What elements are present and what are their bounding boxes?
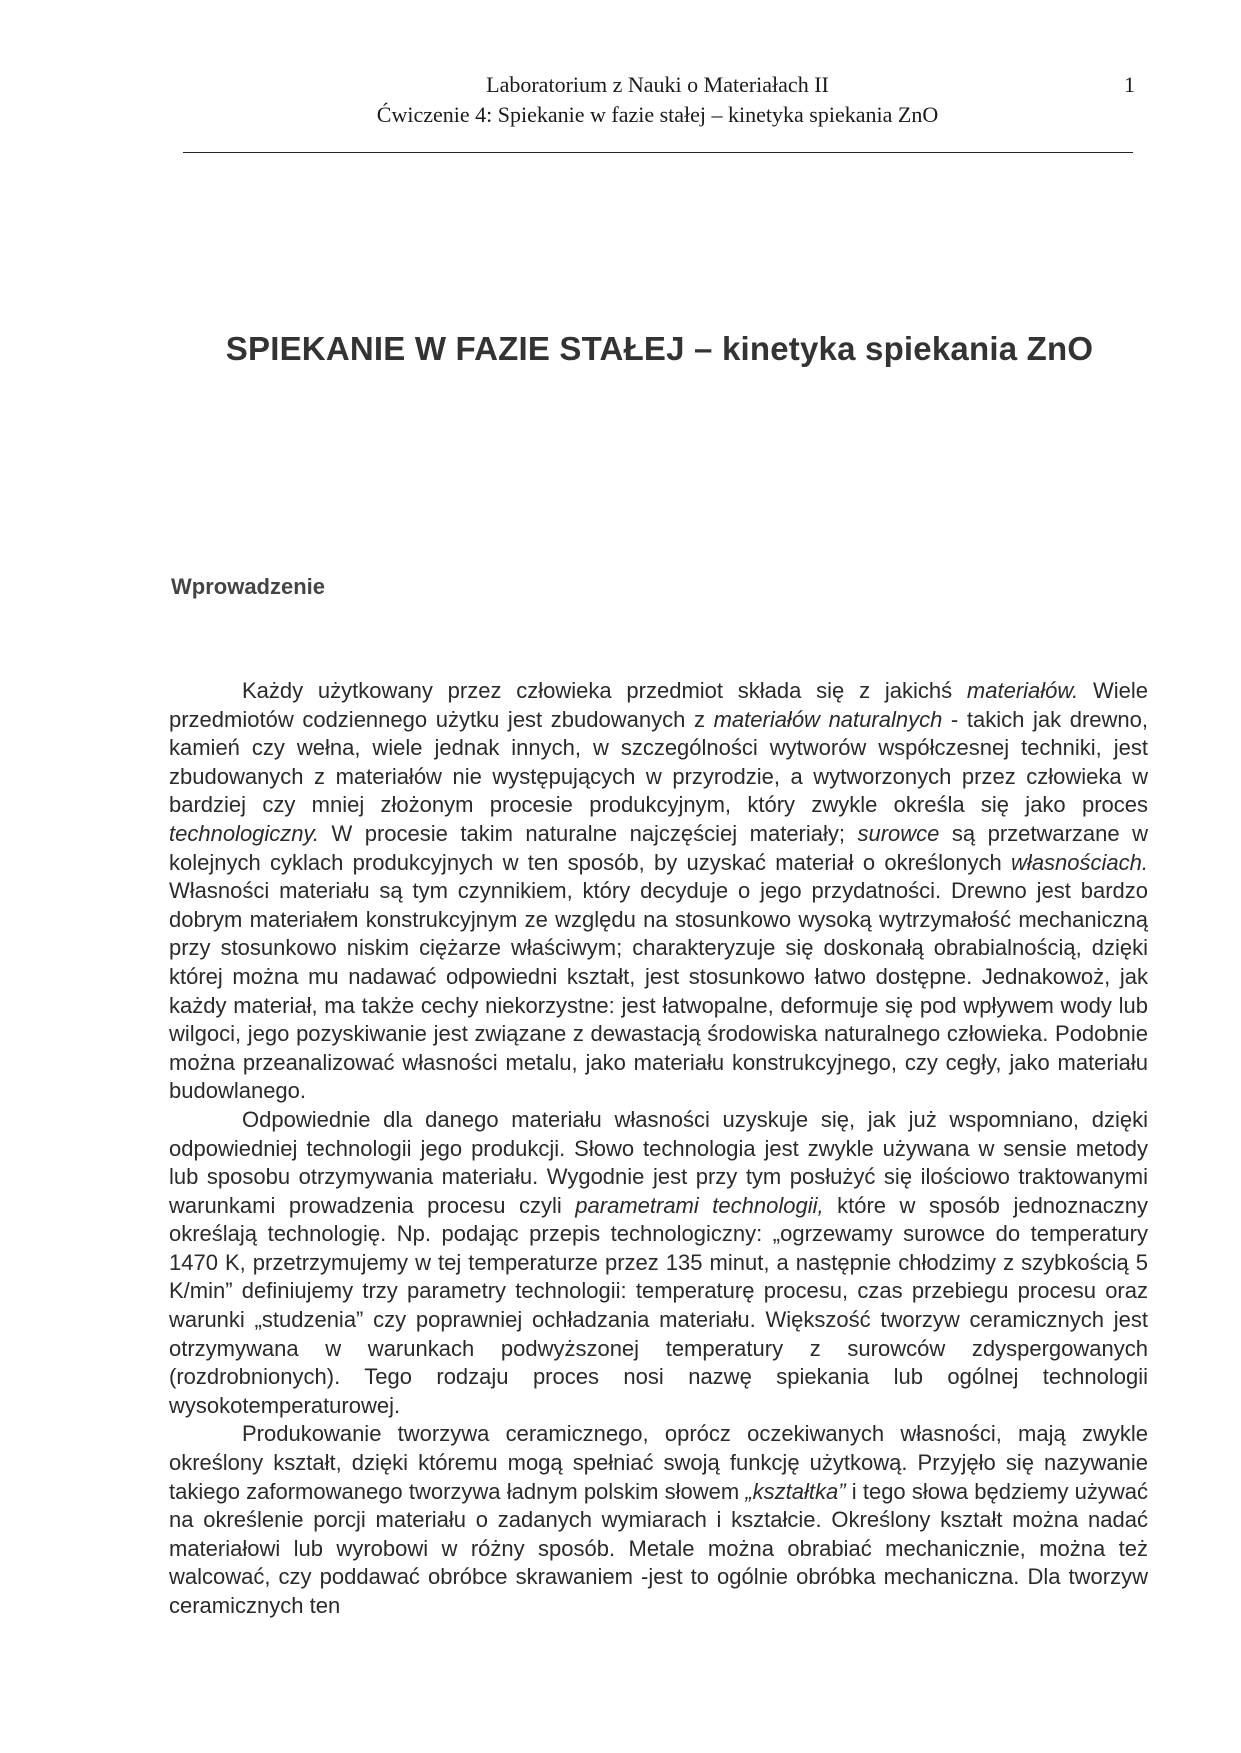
paragraph (169, 1420, 1148, 1620)
paragraph-text: Produkowanie tworzywa ceramicznego, oprócz oczekiwanych własności, mają zwykle określony kształt, dzięki któremu mogą spełniać swoją funkcję użytkową. Przyjęło się nazywanie takiego zaformowanego tworzywa ładnym polskim słowem (169, 1421, 1148, 1504)
paragraph (169, 1106, 1148, 1421)
paragraph-text: Wiele przedmiotów codziennego użytku jest zbudowanych z (169, 678, 1149, 732)
emphasized-term: własnościach. (1011, 849, 1148, 875)
header-divider (183, 152, 1133, 153)
paragraph-text: Własności materiału są tym czynnikiem, który decyduje o jego przydatności. Drewno jest bardzo dobrym materiałem konstrukcyjnym ze względu na stosunkowo wysoką wytrzymałość mechaniczną przy stosunkowo niskim ciężarze właściwym; charakteryzuje się doskonałą obrabialnością, dzięki której można mu nadawać odpowiedni kształt, jest stosunkowo łatwo dostępne. Jednakowoż, jak każdy materiał, ma także cechy niekorzystne: jest łatwopalne, deformuje się pod wpływem wody lub wilgoci, jego pozyskiwanie jest związane z dewastacją środowiska naturalnego człowieka. Podobnie można przeanalizować własności metalu, jako materiału konstrukcyjnego, czy cegły, jako materiału budowlanego. (169, 878, 1148, 1104)
emphasized-term: „kształtka” (745, 1478, 846, 1504)
page-header (185, 70, 1130, 130)
paragraph-text: Każdy użytkowany przez człowieka przedmiot składa się z jakichś (242, 678, 967, 703)
paragraph-text: są przetwarzane w kolejnych cyklach produkcyjnych w ten sposób, by uzyskać materiał o określonych (169, 820, 1148, 875)
emphasized-term: surowce (857, 820, 940, 846)
paragraph-text: które w sposób jednoznaczny określają technologię. Np. podając przepis technologiczny: „ogrzewamy surowce do temperatury 1470 K, przetrzymujemy w tej temperaturze przez 135 minut, a następnie chłodzimy z szybkością 5 K/min” definiujemy trzy parametry technologii: temperaturę procesu, czas przebiegu procesu oraz warunki „studzenia” czy poprawniej ochładzania materiału. Większość tworzyw ceramicznych jest otrzymywana w warunkach podwyższonej temperatury z surowców zdyspergowanych (rozdrobnionych). Tego rodzaju proces nosi nazwę spiekania lub ogólnej technologii wysokotemperaturowej. (169, 1192, 1148, 1418)
emphasized-term: technologiczny. (169, 820, 320, 846)
paragraph (169, 677, 1148, 1106)
paragraph-text: Odpowiednie dla danego materiału własności uzyskuje się, jak już wspomniano, dzięki odpowiedniej technologii jego produkcji. Słowo technologia jest zwykle używana w sensie metody lub sposobu otrzymywania materiału. Wygodnie jest przy tym posłużyć się ilościowo traktowanymi warunkami prowadzenia procesu czyli (169, 1106, 1148, 1218)
section-heading: Wprowadzenie (171, 574, 326, 599)
emphasized-term: materiałów. (966, 678, 1079, 703)
paragraph-text: - takich jak drewno, kamień czy wełna, wiele jednak innych, w szczególności wytworów współczesnej techniki, jest zbudowanych z materiałów nie występujących w przyrodzie, a wytworzonych przez człowieka w bardziej czy mniej złożonym procesie produkcyjnym, który zwykle określa się jako proces (169, 706, 1148, 818)
paragraph-text: W procesie takim naturalne najczęściej materiały; (319, 820, 858, 846)
paragraph-text: i tego słowa będziemy używać na określenie porcji materiału o zadanych wymiarach i kształcie. Określony kształt można nadać materiałowi lub wyrobowi w różny sposób. Metale można obrabiać mechanicznie, można też walcować, czy poddawać obróbce skrawaniem -jest to ogólnie obróbka mechaniczna. Dla tworzyw ceramicznych ten (169, 1478, 1148, 1618)
body-text (169, 677, 1148, 1621)
header-course-title: Laboratorium z Nauki o Materiałach II (486, 72, 829, 97)
document-title: SPIEKANIE W FAZIE STAŁEJ – kinetyka spiekania ZnO (225, 330, 1094, 367)
page-number: 1 (1124, 72, 1135, 97)
header-exercise-title: Ćwiczenie 4: Spiekanie w fazie stałej – kinetyka spiekania ZnO (376, 102, 939, 127)
emphasized-term: parametrami technologii, (575, 1192, 824, 1218)
emphasized-term: materiałów naturalnych (713, 706, 943, 732)
